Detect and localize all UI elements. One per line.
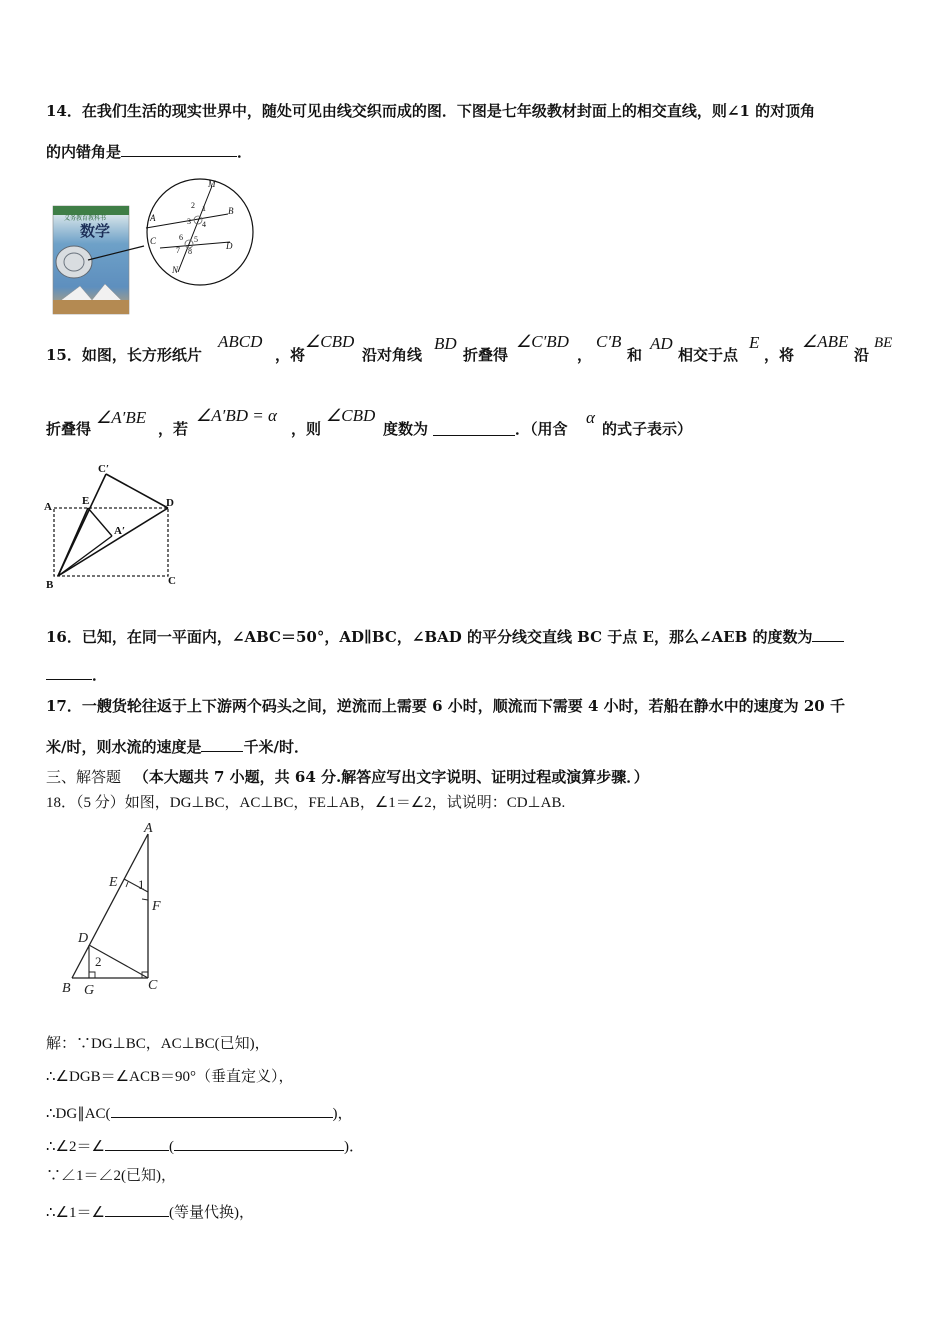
section3-heading — [46, 770, 649, 785]
label-c: C — [148, 978, 158, 993]
q15-t2: ，将 — [275, 346, 306, 364]
section3-title: 三、解答题 — [46, 768, 122, 786]
q18-figure — [58, 822, 170, 1000]
q15-t6: 和 — [627, 346, 643, 364]
q18-sol2: ∴∠DGB＝∠ACB＝90°（垂直定义）， — [46, 1069, 294, 1085]
q15-m-cbd2: ∠CBD — [326, 406, 376, 425]
q16-answer-blank-b[interactable] — [46, 665, 92, 680]
q16-line1 — [46, 627, 844, 645]
q18-sol4-mid: ( — [168, 1139, 174, 1155]
label-c: C — [168, 575, 176, 587]
q15-figure — [42, 460, 182, 592]
q15-l2-t3: ，则 — [291, 420, 322, 438]
angle-7: 7 — [176, 246, 180, 255]
label-d: D — [78, 931, 89, 946]
label-c-prime: C′ — [98, 463, 110, 475]
q15-m-alpha: α — [586, 408, 595, 427]
q15-l2-t4: 度数为 — [383, 420, 429, 438]
label-b: B — [62, 981, 71, 996]
q15-m-cpb: C′B — [596, 332, 622, 351]
magnified-circle — [147, 179, 253, 285]
angle-2: 2 — [191, 201, 195, 210]
q16-line2-suffix: ． — [92, 666, 108, 684]
q17-line2-prefix: 米/时，则水流的速度是 — [46, 738, 202, 756]
angle-3: 3 — [187, 217, 191, 226]
q18-sol6-suffix: (等量代换)， — [168, 1205, 254, 1221]
q17-answer-blank[interactable] — [201, 737, 243, 752]
q15-m-abcd: ABCD — [218, 332, 263, 351]
label-a: A — [44, 501, 52, 513]
q16-line2 — [46, 665, 107, 683]
q15-m-cpbd: ∠C′BD — [516, 332, 569, 351]
angle-1: 1 — [202, 204, 206, 213]
q15-m-bd: BD — [434, 334, 457, 353]
q14-line2-prefix: 的内错角是 — [46, 143, 122, 161]
q15-t3: 沿对角线 — [362, 346, 423, 364]
q18-sol1: 解：∵DG⊥BC，AC⊥BC(已知)， — [46, 1036, 270, 1052]
q15-l2-t6: 的式子表示） — [602, 420, 693, 438]
book-top-text: 义务教育教科书 — [64, 216, 107, 222]
q15-l2-t5: ．（用含 — [515, 420, 568, 438]
q15-m-e: E — [749, 333, 760, 352]
label-N: N — [172, 265, 179, 275]
label-e: E — [109, 875, 118, 890]
q15-t1: 15．如图，长方形纸片 — [46, 346, 202, 364]
q17-line2 — [46, 737, 309, 755]
q15-answer-blank[interactable] — [433, 421, 515, 436]
q18-sol3-blank[interactable] — [111, 1103, 333, 1118]
textbook-cover — [53, 206, 129, 314]
q18-sol3-suffix: )， — [332, 1106, 353, 1122]
label-M: M — [208, 179, 216, 189]
q15-t4: 折叠得 — [463, 346, 509, 364]
angle-8: 8 — [188, 247, 192, 256]
q18-sol3-prefix: ∴DG∥AC( — [46, 1106, 111, 1122]
q15-t9: 沿 — [854, 346, 870, 364]
q18-line1: 18．（5 分）如图，DG⊥BC，AC⊥BC，FE⊥AB，∠1＝∠2，试说明：CD⊥AB. — [46, 795, 566, 811]
angle-4: 4 — [202, 220, 206, 229]
q14-line1: 14．在我们生活的现实世界中，随处可见由线交织而成的图．下图是七年级教材封面上的相交直线，则∠1 的对顶角 — [46, 102, 816, 120]
q14-figure — [50, 176, 255, 318]
q17-line2-suffix: 千米/时． — [243, 738, 309, 756]
q16-answer-blank-a[interactable] — [812, 627, 844, 642]
label-e: E — [82, 495, 90, 507]
q15-m-apbd: ∠A′BD = α — [196, 406, 277, 425]
q16-line1-text: 16．已知，在同一平面内，∠ABC＝50°，AD∥BC，∠BAD 的平分线交直线 BC 于点 E，那么∠AEB 的度数为 — [46, 628, 813, 646]
angle-2: 2 — [95, 954, 102, 969]
q15-m-cbd: ∠CBD — [305, 332, 355, 351]
q15-t7: 相交于点 — [678, 346, 739, 364]
q15-t8: ，将 — [764, 346, 795, 364]
section3-note: （本大题共 7 小题，共 64 分.解答应写出文字说明、证明过程或演算步骤．） — [133, 768, 649, 786]
q15-l2-t1: 折叠得 — [46, 420, 92, 438]
q18-sol6-prefix: ∴∠1＝∠ — [46, 1205, 105, 1221]
q15-m-abe: ∠ABE — [802, 332, 849, 351]
label-a: A — [144, 822, 153, 836]
q18-sol4-blank-reason[interactable] — [174, 1136, 344, 1151]
book-title: 数学 — [80, 224, 111, 240]
label-B: B — [228, 206, 234, 216]
segment-ea-prime — [88, 508, 112, 536]
q15-l2-t2: ，若 — [158, 420, 189, 438]
q17-line1: 17．一艘货轮往返于上下游两个码头之间，逆流而上需要 6 小时，顺流而下需要 4 小时，若船在静水中的速度为 20 千 — [46, 697, 845, 715]
q18-sol6-blank[interactable] — [105, 1202, 169, 1217]
q18-sol4-prefix: ∴∠2＝∠ — [46, 1139, 105, 1155]
angle-6: 6 — [179, 233, 183, 242]
q18-sol4-suffix: )． — [343, 1139, 364, 1155]
q18-sol6 — [46, 1202, 254, 1221]
label-b: B — [46, 579, 54, 591]
q14-answer-blank[interactable] — [121, 142, 237, 157]
angle-1: 1 — [138, 877, 145, 892]
q15-m-apbe: ∠A′BE — [96, 408, 147, 427]
label-f: F — [152, 899, 161, 914]
label-C: C — [150, 236, 157, 246]
label-d: D — [166, 497, 174, 509]
label-A: A — [150, 213, 156, 223]
label-D: D — [226, 241, 233, 251]
angle-5: 5 — [194, 235, 198, 244]
label-g: G — [84, 983, 95, 998]
label-a-prime: A′ — [114, 525, 126, 537]
q14-line2 — [46, 142, 252, 160]
q18-sol5: ∵∠1＝∠2(已知)， — [46, 1168, 176, 1184]
q14-line2-suffix: ． — [237, 143, 253, 161]
q18-sol4 — [46, 1136, 364, 1155]
q18-sol4-blank-angle[interactable] — [105, 1136, 169, 1151]
segment-c-prime-d — [106, 474, 168, 508]
q15-m-be: BE — [874, 335, 893, 351]
q15-t5: ， — [577, 346, 593, 364]
q18-sol3 — [46, 1103, 353, 1122]
q15-m-ad: AD — [650, 334, 673, 353]
